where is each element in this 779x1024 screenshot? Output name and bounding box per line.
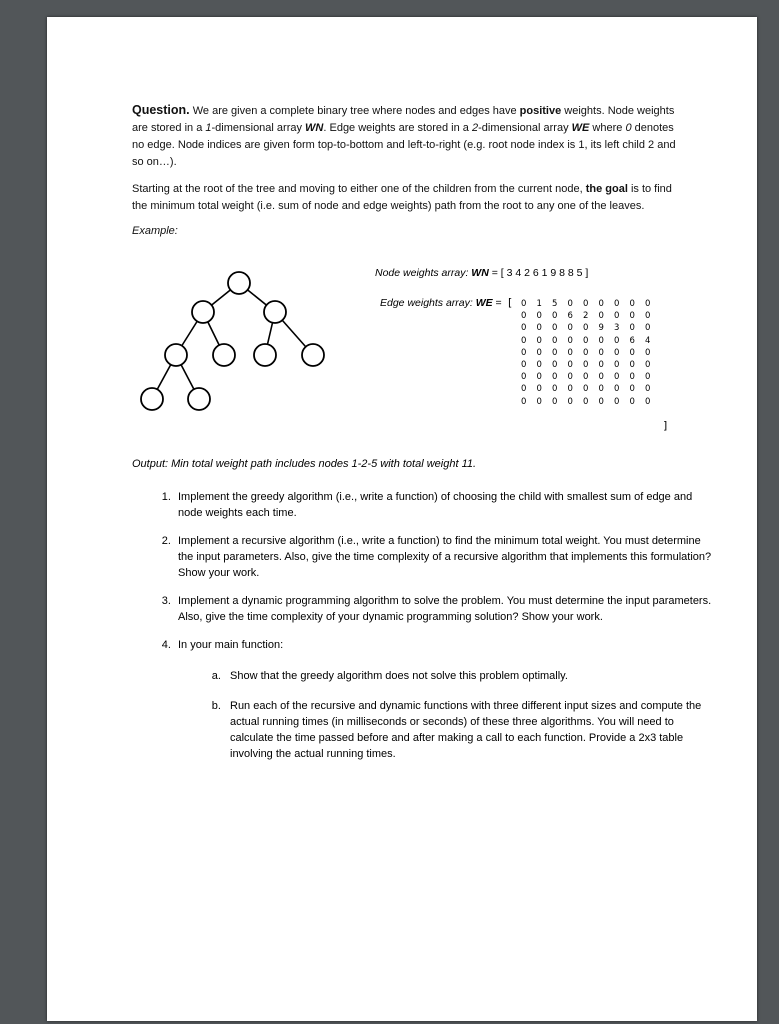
matrix-cell: 0 (614, 396, 620, 407)
wn-name: WN (471, 267, 489, 279)
matrix-cell: 0 (552, 360, 558, 371)
task-item-text: Implement a recursive algorithm (i.e., write a function) to find the minimum total weight. You must determine the input parameters. Also, give the time complexity of a recursive algorithm that implements this formulation? Show your work. (178, 535, 712, 579)
matrix-cell: 0 (645, 360, 651, 371)
matrix-row (516, 359, 656, 371)
matrix-cell: 0 (583, 335, 589, 346)
matrix-cell: 0 (521, 396, 527, 407)
emphasis-wn: WN (305, 122, 324, 134)
matrix-row (516, 298, 656, 310)
matrix-cell: 0 (645, 396, 651, 407)
matrix-cell: 0 (598, 384, 604, 395)
matrix-cell: 0 (567, 335, 573, 346)
subtask-item: b. Run each of the recursive and dynamic functions with three different input sizes and compute the actual running times (in milliseconds or seconds) of these three algorithms. You will need to calculate the time passed before and after making a call to each function. Provide a 2x3 table involving the actual running times. (224, 698, 719, 762)
matrix-cell: 0 (552, 396, 558, 407)
tree-node-2 (192, 301, 214, 323)
question-label: Question. (132, 103, 190, 117)
matrix-cell: 0 (614, 360, 620, 371)
matrix-row (516, 396, 656, 408)
matrix-row (516, 383, 656, 395)
matrix-cell: 0 (598, 335, 604, 346)
matrix-cell: 5 (552, 299, 558, 309)
matrix-cell: 0 (552, 347, 558, 358)
tree-node-7 (302, 344, 324, 366)
matrix-cell: 0 (536, 335, 542, 346)
matrix-cell: 0 (521, 384, 527, 395)
matrix-cell: 0 (614, 372, 620, 383)
matrix-cell: 0 (583, 347, 589, 358)
matrix-cell: 0 (536, 347, 542, 358)
matrix-cell: 0 (567, 360, 573, 371)
matrix-cell: 0 (521, 335, 527, 346)
matrix-cell: 0 (583, 360, 589, 371)
we-name: WE (475, 297, 493, 309)
matrix-cell: 0 (536, 384, 542, 395)
matrix-row (516, 371, 656, 383)
matrix-cell: 0 (521, 372, 527, 383)
matrix-cell: 0 (645, 311, 651, 322)
goal-paragraph (132, 181, 677, 215)
edge-weights-matrix (508, 296, 668, 432)
matrix-cell: 0 (583, 372, 589, 383)
matrix-cell: 0 (629, 372, 635, 383)
task-list (132, 489, 719, 776)
matrix-cell: 0 (521, 299, 527, 309)
tree-node-3 (264, 301, 286, 323)
we-equals: = (492, 297, 502, 309)
matrix-cell: 0 (567, 323, 573, 334)
text-run: denotes no edge. Node indices are given form top-to-bottom and left-to-right (e.g. root node index is 1, its left child 2 and so on…). (132, 122, 676, 168)
emphasis-we: WE (571, 122, 590, 134)
wn-values: = [ 3 4 2 6 1 9 8 8 5 ] (488, 267, 589, 279)
matrix-cell: 0 (629, 311, 635, 322)
text-run: . Edge weights are stored in a (323, 122, 472, 134)
text-run: Starting at the root of the tree and moving to either one of the children from the current node, (132, 183, 586, 195)
matrix-cell: 0 (598, 347, 604, 358)
matrix-cell: 0 (645, 384, 651, 395)
matrix-cell: 0 (567, 347, 573, 358)
matrix-cell: 0 (567, 299, 573, 309)
text-run: -dimensional array (211, 122, 306, 134)
matrix-cell: 0 (629, 347, 635, 358)
matrix-cell: 0 (629, 360, 635, 371)
matrix-cell: 0 (552, 384, 558, 395)
matrix-cell: 0 (645, 372, 651, 383)
matrix-row (516, 347, 656, 359)
matrix-cell: 3 (614, 323, 620, 334)
matrix-open-bracket: [ (508, 296, 513, 309)
emphasis-0: 0 (625, 122, 632, 134)
subtask-item: a. Show that the greedy algorithm does not solve this problem optimally. (224, 668, 719, 684)
emphasis-positive: positive (519, 105, 562, 117)
task-item (174, 637, 719, 762)
edge-weights-label (380, 297, 502, 309)
matrix-cell: 0 (598, 372, 604, 383)
matrix-cell: 0 (552, 323, 558, 334)
matrix-cell: 0 (536, 396, 542, 407)
text-run: is to find the minimum total weight (i.e. sum of node and edge weights) path from the root to any one of the leaves. (132, 183, 672, 212)
emphasis-goal: the goal (585, 183, 628, 195)
tree-node-4 (165, 344, 187, 366)
matrix-cell: 0 (629, 396, 635, 407)
matrix-cell: 0 (614, 335, 620, 346)
matrix-cell: 0 (521, 323, 527, 334)
matrix-cell: 2 (583, 311, 589, 322)
matrix-cell: 0 (614, 347, 620, 358)
subtask-list (178, 668, 719, 762)
matrix-cell: 0 (645, 347, 651, 358)
we-label: Edge weights array: (380, 297, 476, 309)
text-run: We are given a complete binary tree where nodes and edges have (189, 105, 520, 117)
matrix-cell: 6 (629, 335, 635, 346)
matrix-cell: 0 (536, 323, 542, 334)
matrix-cell: 1 (536, 299, 542, 309)
emphasis-2: 2 (471, 122, 479, 134)
example-arrays (375, 267, 668, 432)
matrix-cell: 0 (645, 323, 651, 334)
task-item (174, 489, 719, 521)
matrix-cell: 0 (598, 396, 604, 407)
matrix-cell: 6 (567, 311, 573, 322)
matrix-cell: 0 (629, 323, 635, 334)
matrix-cell: 0 (567, 372, 573, 383)
matrix-cell: 0 (583, 396, 589, 407)
question-paragraph (132, 102, 677, 171)
matrix-cell: 0 (567, 384, 573, 395)
matrix-cell: 0 (614, 384, 620, 395)
matrix-cell: 4 (645, 335, 651, 346)
matrix-cell: 0 (552, 335, 558, 346)
matrix-cell: 0 (645, 299, 651, 309)
matrix-cell: 0 (521, 360, 527, 371)
tree-node-5 (213, 344, 235, 366)
text-run: -dimensional array (478, 122, 572, 134)
document-page (47, 17, 757, 1021)
matrix-close-bracket: ] (663, 419, 668, 432)
matrix-cell: 0 (598, 311, 604, 322)
matrix-cell: 0 (614, 299, 620, 309)
task-item-text: Implement the greedy algorithm (i.e., write a function) of choosing the child with smallest sum of edge and node weights each time. (178, 491, 693, 519)
matrix-cell: 0 (567, 396, 573, 407)
tree-node-6 (254, 344, 276, 366)
tree-node-8 (141, 388, 163, 410)
matrix-cell: 0 (629, 384, 635, 395)
matrix-cell: 0 (536, 311, 542, 322)
output-text: Output: Min total weight path includes nodes 1-2-5 with total weight 11. (132, 458, 477, 470)
wn-label: Node weights array: (375, 267, 472, 279)
matrix-cell: 0 (583, 299, 589, 309)
question-text (132, 102, 677, 240)
matrix-cell: 0 (552, 372, 558, 383)
matrix-cell: 0 (629, 299, 635, 309)
task-item (174, 593, 719, 625)
matrix-cell: 9 (598, 323, 604, 334)
text-run: where (589, 122, 626, 134)
node-weights-array (375, 267, 588, 279)
matrix-row (516, 335, 656, 347)
task-item-text: Implement a dynamic programming algorithm to solve the problem. You must determine the input parameters. Also, give the time complexity of your dynamic programming solution? Show your work. (178, 595, 712, 623)
binary-tree-diagram (135, 267, 335, 417)
matrix-row (516, 322, 656, 334)
example-label: Example: (132, 225, 178, 237)
matrix-cell: 0 (521, 311, 527, 322)
matrix-row (516, 310, 656, 322)
tree-node-1 (228, 272, 250, 294)
task-item (174, 533, 719, 581)
matrix-cell: 0 (552, 311, 558, 322)
matrix-cell: 0 (521, 347, 527, 358)
matrix-cell: 0 (614, 311, 620, 322)
emphasis-1: 1 (205, 122, 212, 134)
tree-node-9 (188, 388, 210, 410)
matrix-cell: 0 (598, 360, 604, 371)
matrix-cell: 0 (598, 299, 604, 309)
matrix-cell: 0 (536, 360, 542, 371)
task-item-text: In your main function: (178, 639, 284, 651)
text-run: weights. Node weights are stored in a (132, 105, 675, 134)
matrix-cell: 0 (583, 323, 589, 334)
matrix-cell: 0 (583, 384, 589, 395)
matrix-cell: 0 (536, 372, 542, 383)
